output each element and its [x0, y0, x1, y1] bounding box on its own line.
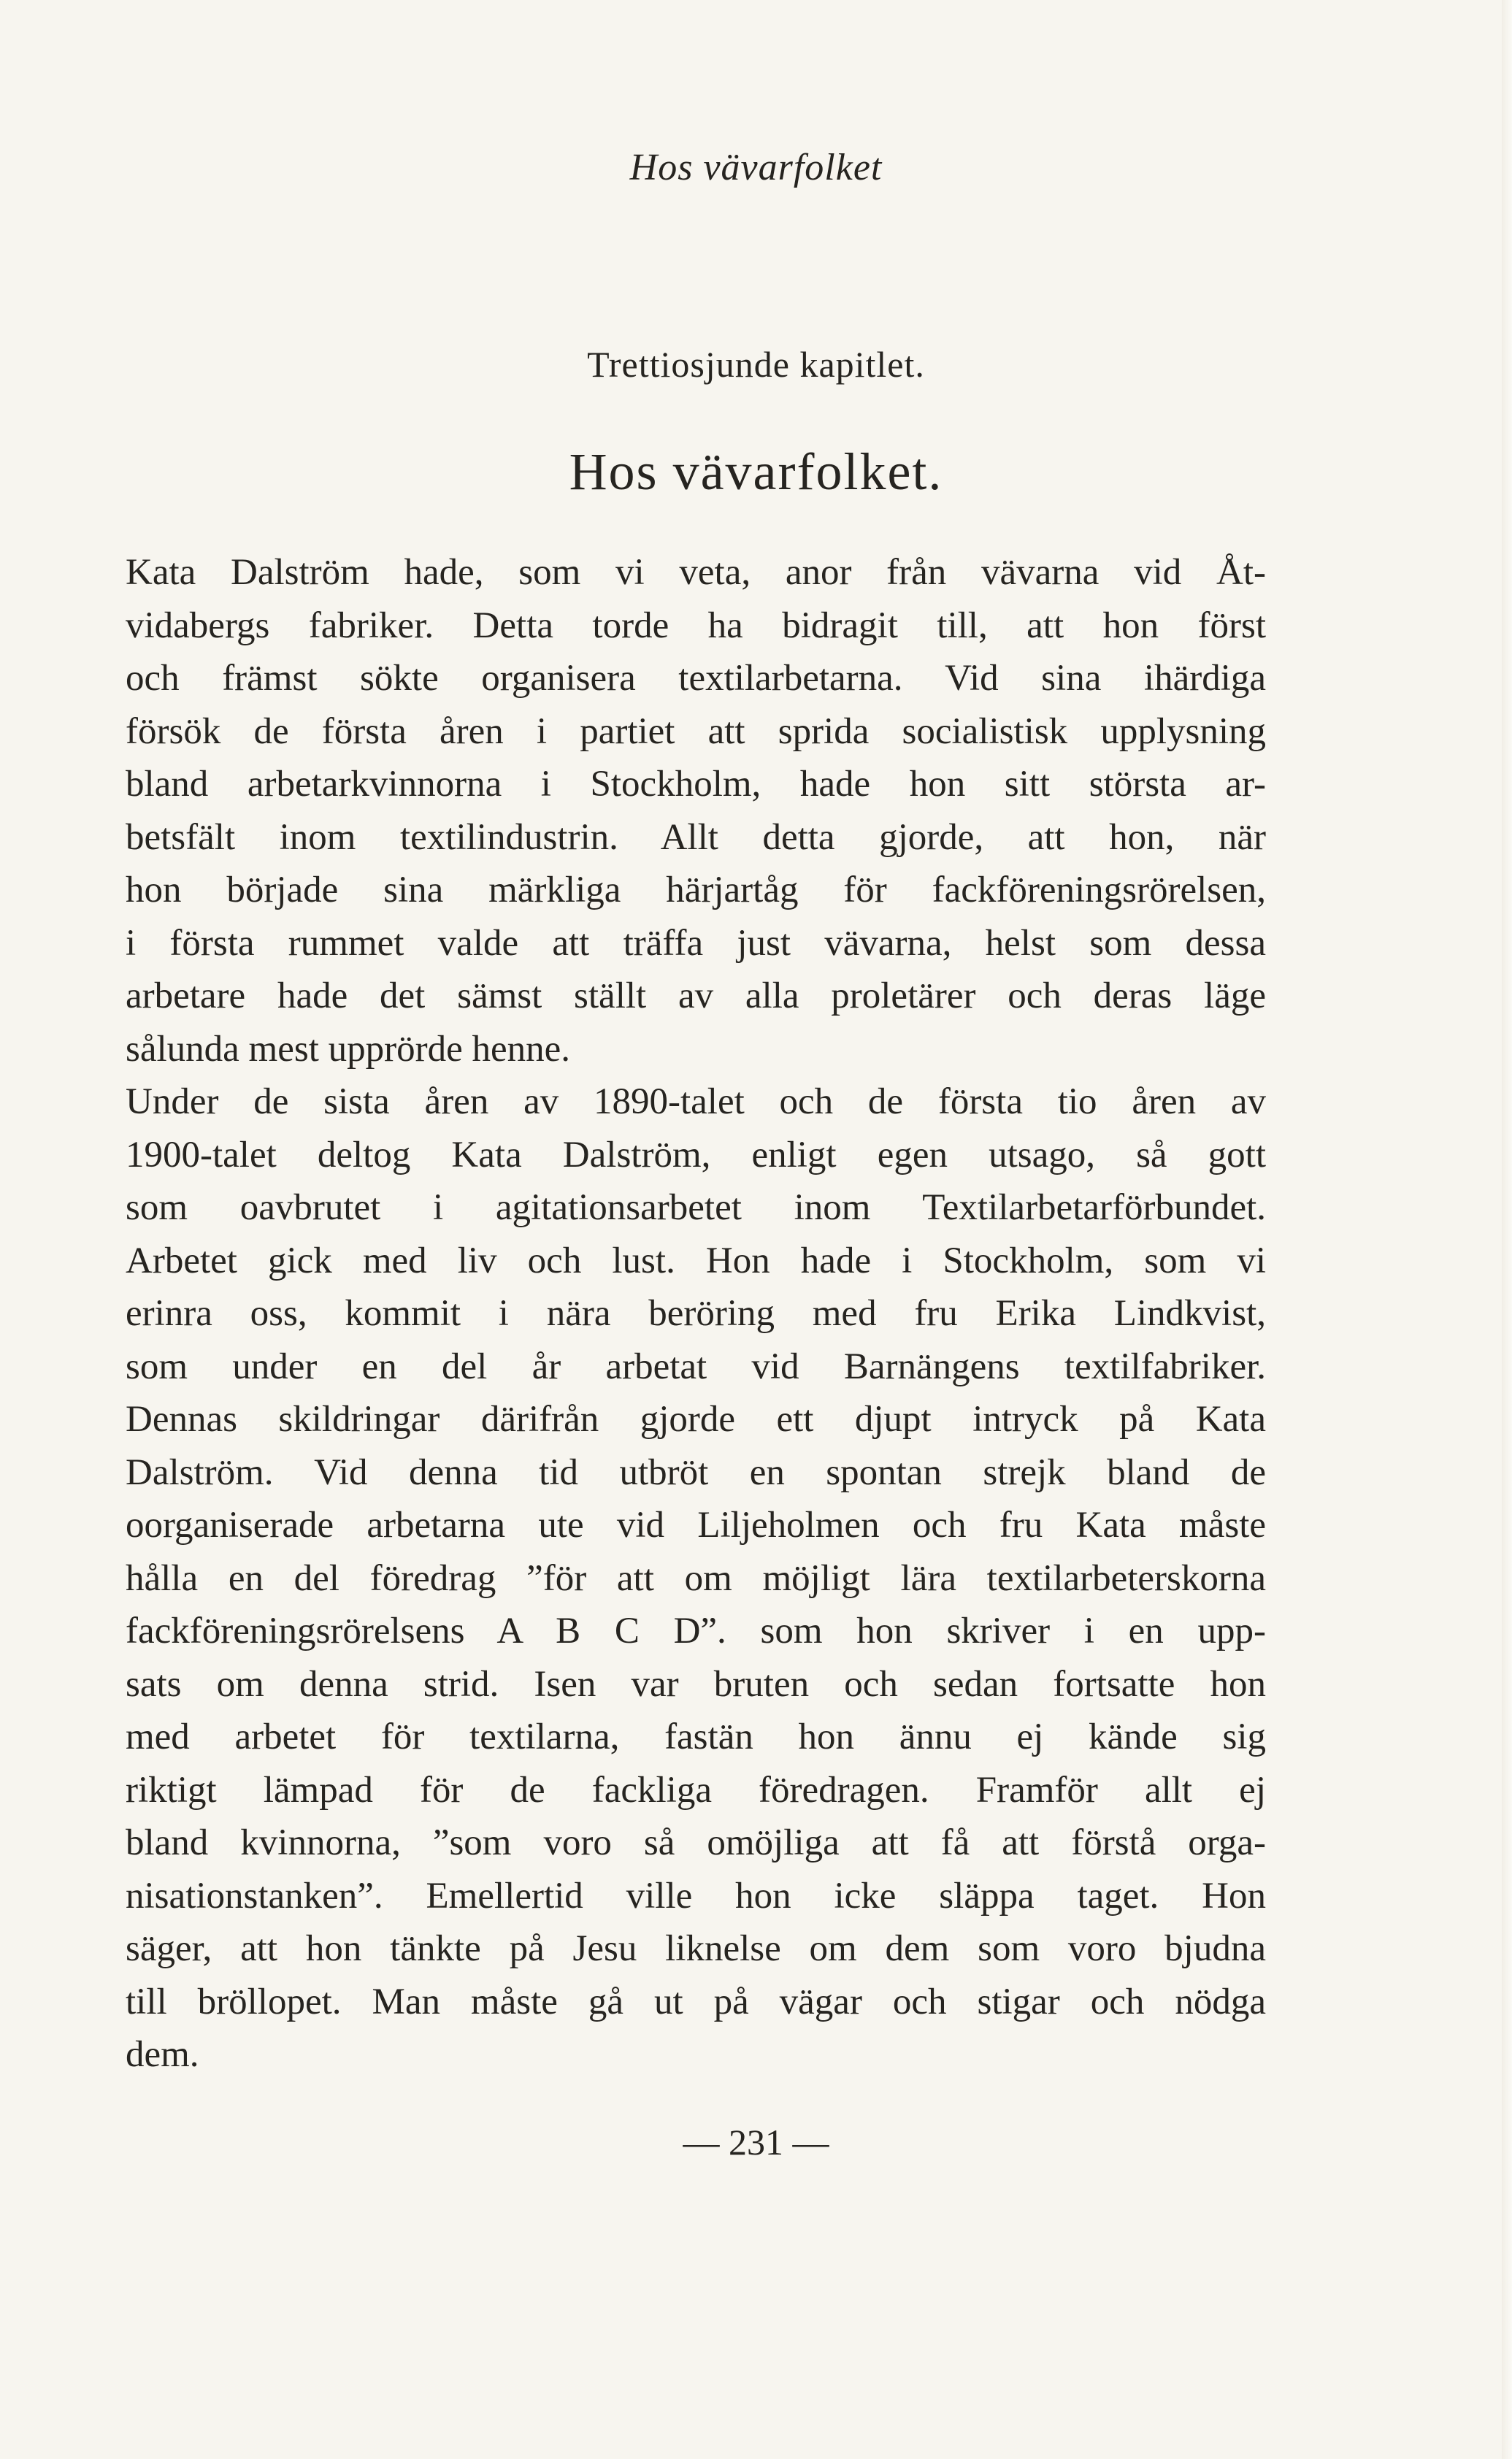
text-line: Under de sista åren av 1890-talet och de första tio åren av	[126, 1081, 1266, 1122]
text-line: sålunda mest upprörde henne.	[126, 1028, 570, 1070]
text-line: Arbetet gick med liv och lust. Hon hade i Stockholm, som vi	[126, 1240, 1266, 1281]
text-line: hon började sina märkliga härjartåg för fackföreningsrörelsen,	[126, 870, 1266, 910]
text-line: som under en del år arbetat vid Barnängens textilfabriker.	[126, 1346, 1266, 1387]
text-line: hålla en del föredrag ”för att om möjligt lära textilarbeterskorna	[126, 1557, 1266, 1599]
text-line: som oavbrutet i agitationsarbetet inom Textilarbetarförbundet.	[126, 1187, 1266, 1228]
chapter-label: Trettiosjunde kapitlet.	[587, 344, 925, 385]
text-line: Dalström. Vid denna tid utbröt en spontan strejk bland de	[126, 1451, 1266, 1493]
text-line: säger, att hon tänkte på Jesu liknelse om dem som voro bjudna	[126, 1928, 1266, 1969]
text-line: sats om denna strid. Isen var bruten och sedan fortsatte hon	[126, 1663, 1266, 1705]
text-line: i första rummet valde att träffa just vävarna, helst som dessa	[126, 922, 1266, 964]
text-line: oorganiserade arbetarna ute vid Liljeholmen och fru Kata måste	[126, 1505, 1266, 1546]
text-line: 1900-talet deltog Kata Dalström, enligt egen utsago, så gott	[126, 1134, 1266, 1175]
text-line: dem.	[126, 2034, 199, 2075]
text-line: riktigt lämpad för de fackliga föredragen. Framför allt ej	[126, 1769, 1266, 1811]
text-line: Kata Dalström hade, som vi veta, anor från vävarna vid Åt-	[126, 552, 1266, 593]
text-line: nisationstanken”. Emellertid ville hon icke släppa taget. Hon	[126, 1875, 1266, 1917]
body-text	[126, 546, 1266, 2082]
text-line: vidabergs fabriker. Detta torde ha bidragit till, att hon först	[126, 605, 1266, 646]
text-line: arbetare hade det sämst ställt av alla proletärer och deras läge	[126, 975, 1266, 1016]
page-number: — 231 —	[683, 2122, 829, 2163]
text-line: med arbetet för textilarna, fastän hon ännu ej kände sig	[126, 1716, 1266, 1757]
text-line: till bröllopet. Man måste gå ut på vägar och stigar och nödga	[126, 1981, 1266, 2022]
text-line: erinra oss, kommit i nära beröring med fru Erika Lindkvist,	[126, 1293, 1266, 1334]
text-line: bland kvinnorna, ”som voro så omöjliga att få att förstå orga-	[126, 1822, 1266, 1863]
text-line: försök de första åren i partiet att sprida socialistisk upplysning	[126, 710, 1266, 752]
text-line: bland arbetarkvinnorna i Stockholm, hade hon sitt största ar-	[126, 764, 1266, 805]
text-line: betsfält inom textilindustrin. Allt detta gjorde, att hon, när	[126, 816, 1266, 858]
running-head: Hos vävarfolket	[629, 147, 883, 188]
text-line: Dennas skildringar därifrån gjorde ett djupt intryck på Kata	[126, 1399, 1266, 1440]
chapter-title: Hos vävarfolket.	[569, 442, 943, 501]
text-line: och främst sökte organisera textilarbetarna. Vid sina ihärdiga	[126, 658, 1266, 699]
text-line: fackföreningsrörelsens A B C D”. som hon skriver i en upp-	[126, 1611, 1266, 1652]
